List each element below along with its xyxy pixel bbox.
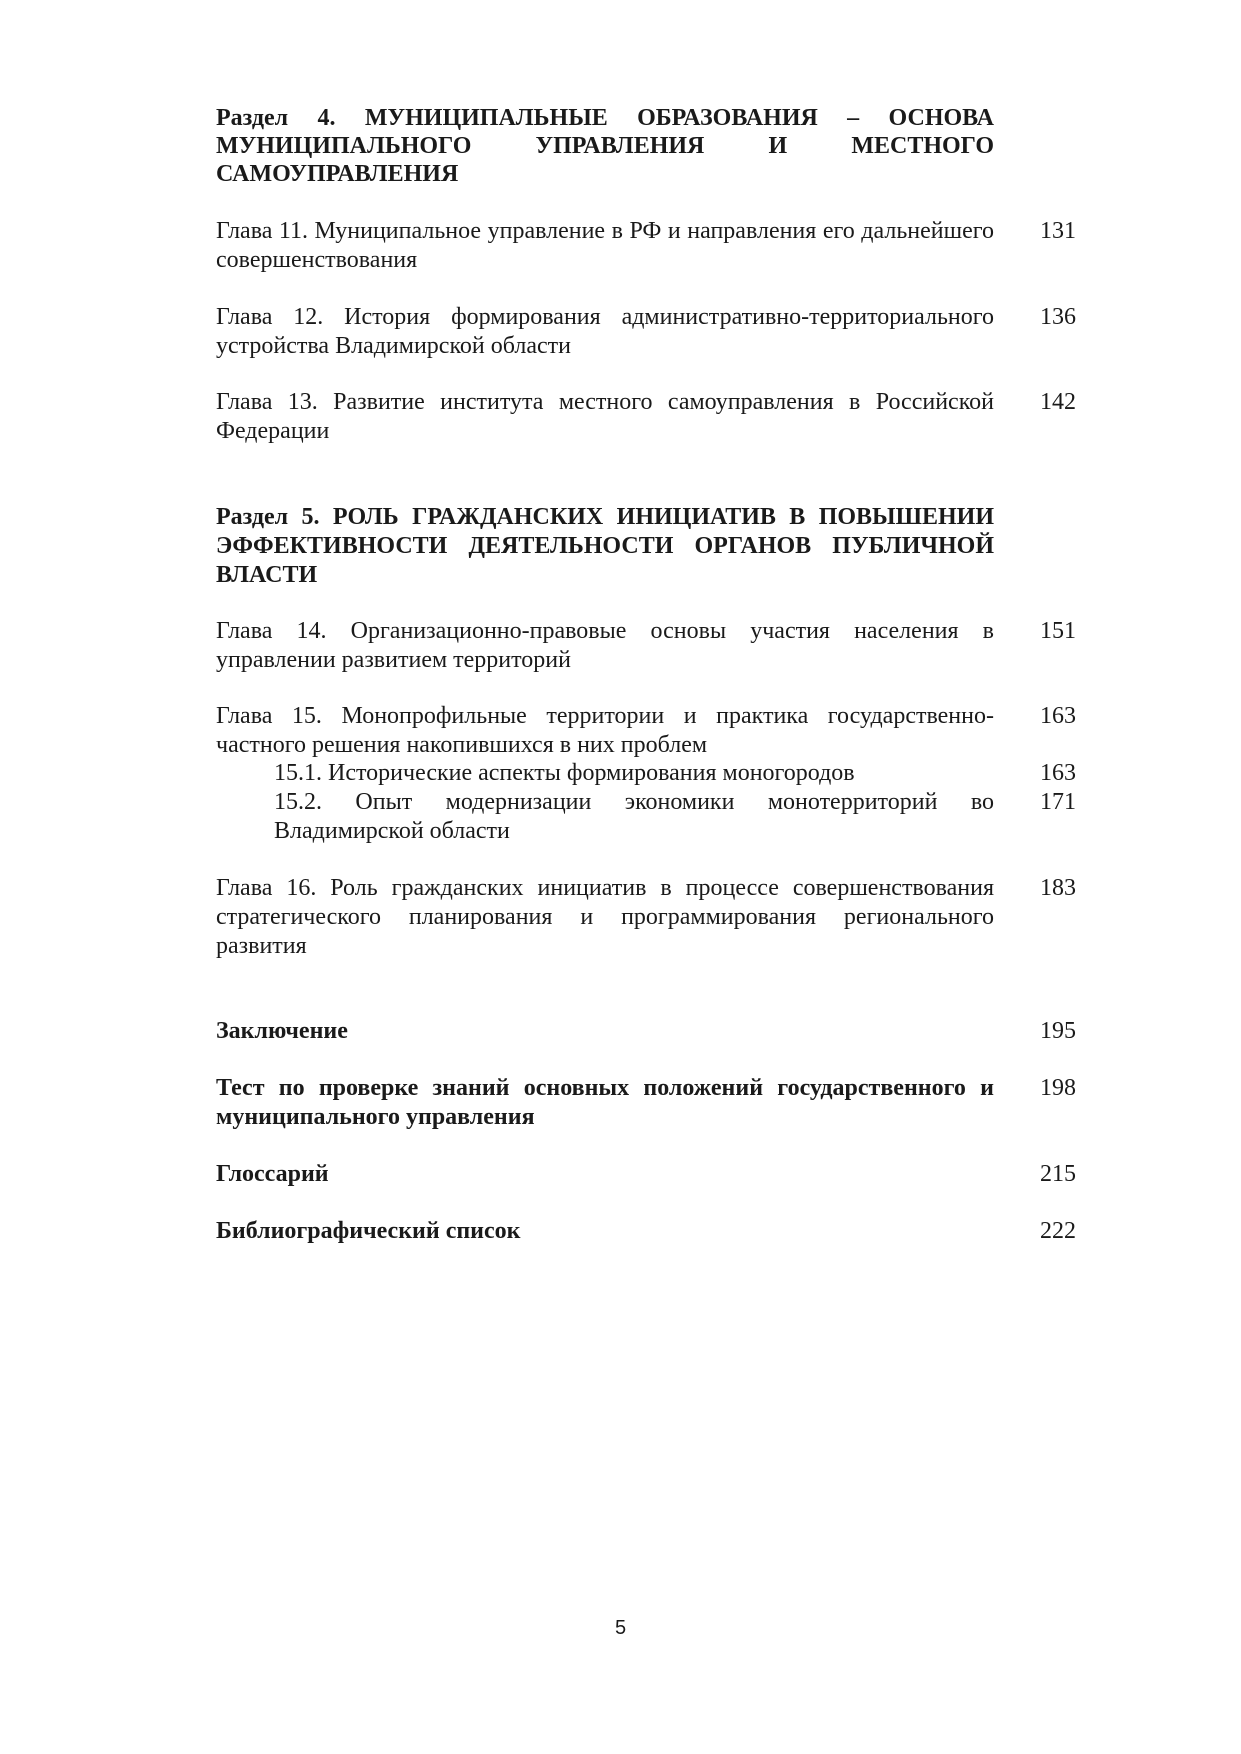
toc-chapter-11-page: 131	[1040, 218, 1076, 244]
toc-test-page: 198	[1040, 1075, 1076, 1101]
page-number: 5	[614, 1617, 627, 1639]
section-4-heading-line-3: САМОУПРАВЛЕНИЯ	[216, 161, 459, 187]
toc-chapter-13: Глава 13. Развитие института местного самоуправления в Российской Федерации	[216, 389, 994, 444]
section-5-heading-line-1: Раздел 5. РОЛЬ ГРАЖДАНСКИХ ИНИЦИАТИВ В ПОВЫШЕНИИ	[216, 504, 994, 530]
toc-glossary-page: 215	[1040, 1161, 1076, 1187]
section-4-heading-line-2: МУНИЦИПАЛЬНОГО УПРАВЛЕНИЯ И МЕСТНОГО	[216, 133, 994, 159]
toc-subchapter-15-1-page: 163	[1040, 760, 1076, 786]
toc-conclusion: Заключение	[216, 1018, 348, 1044]
toc-glossary: Глоссарий	[216, 1161, 329, 1187]
section-4-heading-line-1: Раздел 4. МУНИЦИПАЛЬНЫЕ ОБРАЗОВАНИЯ – ОСНОВА	[216, 105, 994, 131]
toc-bibliography: Библиографический список	[216, 1218, 521, 1244]
toc-chapter-15-page: 163	[1040, 703, 1076, 729]
toc-test: Тест по проверке знаний основных положений государственного и муниципального управления	[216, 1075, 994, 1130]
section-5-heading-line-3: ВЛАСТИ	[216, 562, 318, 588]
toc-chapter-14: Глава 14. Организационно-правовые основы участия населения в управлении развитием территорий	[216, 618, 994, 673]
toc-chapter-13-page: 142	[1040, 389, 1076, 415]
toc-conclusion-page: 195	[1040, 1018, 1076, 1044]
toc-subchapter-15-2: 15.2. Опыт модернизации экономики монотерриторий во Владимирской области	[274, 789, 994, 844]
toc-subchapter-15-2-page: 171	[1040, 789, 1076, 815]
toc-chapter-15: Глава 15. Монопрофильные территории и практика государственно-частного решения накопившихся в них проблем	[216, 703, 994, 758]
toc-subchapter-15-1: 15.1. Исторические аспекты формирования моногородов	[274, 760, 855, 786]
toc-chapter-11: Глава 11. Муниципальное управление в РФ и направления его дальнейшего совершенствования	[216, 218, 994, 273]
toc-chapter-16: Глава 16. Роль гражданских инициатив в процессе совершенствования стратегического планирования и программирования регионального развития	[216, 875, 994, 959]
toc-chapter-12: Глава 12. История формирования административно-территориального устройства Владимирской области	[216, 304, 994, 359]
toc-chapter-12-page: 136	[1040, 304, 1076, 330]
toc-bibliography-page: 222	[1040, 1218, 1076, 1244]
toc-chapter-14-page: 151	[1040, 618, 1076, 644]
toc-chapter-16-page: 183	[1040, 875, 1076, 901]
section-5-heading-line-2: ЭФФЕКТИВНОСТИ ДЕЯТЕЛЬНОСТИ ОРГАНОВ ПУБЛИЧНОЙ	[216, 533, 994, 559]
